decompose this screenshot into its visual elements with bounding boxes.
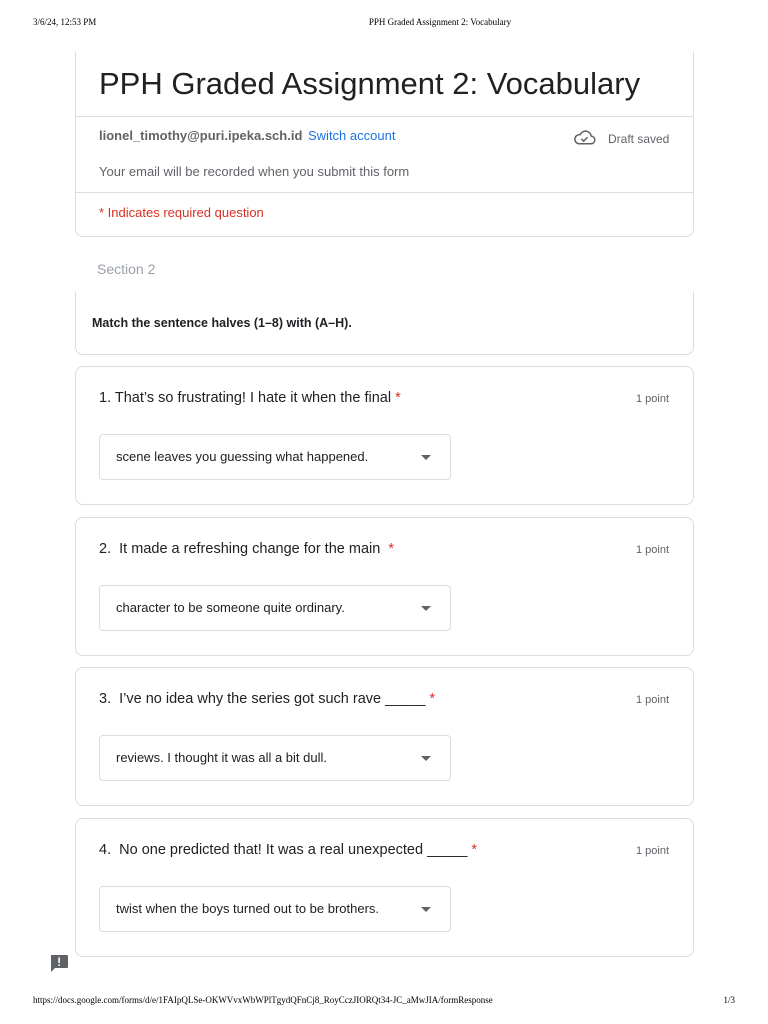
question-text <box>99 390 401 406</box>
dropdown-selected-value: scene leaves you guessing what happened. <box>116 449 369 464</box>
question-card-3 <box>75 667 694 806</box>
dropdown-arrow-icon <box>421 455 431 460</box>
instructions-card <box>75 292 694 355</box>
print-doc-title: PPH Graded Assignment 2: Vocabulary <box>368 17 512 27</box>
instructions-text: Match the sentence halves (1–8) with (A–H). <box>92 316 352 330</box>
question-card-4 <box>75 818 694 957</box>
report-feedback-icon[interactable] <box>49 954 69 973</box>
print-page-number: 1/3 <box>723 995 735 1005</box>
print-url: https://docs.google.com/forms/d/e/1FAIpQLSe-OKWVvxWbWPlTgydQFnCj8_RoyCczJIORQt34-JC_aMwJIA/formResponse <box>33 995 493 1005</box>
required-asterisk: * <box>471 842 478 858</box>
question-points: 1 point <box>635 544 669 556</box>
question-label: 1. That’s so frustrating! I hate it when the final <box>99 390 392 406</box>
answer-dropdown[interactable] <box>99 434 451 480</box>
answer-dropdown[interactable] <box>99 735 451 781</box>
question-points: 1 point <box>635 393 669 405</box>
question-card-1 <box>75 366 694 505</box>
divider <box>76 116 693 117</box>
switch-account-link[interactable]: Switch account <box>308 128 396 143</box>
dropdown-arrow-icon <box>421 606 431 611</box>
question-card-2 <box>75 517 694 656</box>
dropdown-arrow-icon <box>421 756 431 761</box>
divider <box>76 192 693 193</box>
section-label: Section 2 <box>97 261 156 277</box>
form-header-card <box>75 52 694 237</box>
dropdown-selected-value: character to be someone quite ordinary. <box>116 600 345 615</box>
dropdown-selected-value: twist when the boys turned out to be brothers. <box>116 901 380 916</box>
email-note: Your email will be recorded when you submit this form <box>99 164 410 179</box>
draft-status: Draft saved <box>608 132 670 146</box>
question-points: 1 point <box>635 845 669 857</box>
required-asterisk: * <box>388 541 395 557</box>
required-asterisk: * <box>429 691 436 707</box>
question-label: 3. I’ve no idea why the series got such rave _____ <box>99 691 426 707</box>
question-text <box>99 842 477 858</box>
question-label: 2. It made a refreshing change for the main <box>99 541 385 557</box>
question-text <box>99 691 435 707</box>
dropdown-arrow-icon <box>421 907 431 912</box>
form-title: PPH Graded Assignment 2: Vocabulary <box>99 66 641 101</box>
print-footer <box>0 995 768 1009</box>
question-text <box>99 541 394 557</box>
required-note: * Indicates required question <box>99 205 264 220</box>
dropdown-selected-value: reviews. I thought it was all a bit dull. <box>116 750 327 765</box>
print-datetime: 3/6/24, 12:53 PM <box>33 17 97 27</box>
required-asterisk: * <box>395 390 401 406</box>
question-points: 1 point <box>635 694 669 706</box>
question-label: 4. No one predicted that! It was a real unexpected _____ <box>99 842 468 858</box>
print-header <box>0 17 768 31</box>
answer-dropdown[interactable] <box>99 585 451 631</box>
account-email: lionel_timothy@puri.ipeka.sch.id <box>99 128 303 143</box>
answer-dropdown[interactable] <box>99 886 451 932</box>
cloud-check-icon <box>573 130 596 146</box>
